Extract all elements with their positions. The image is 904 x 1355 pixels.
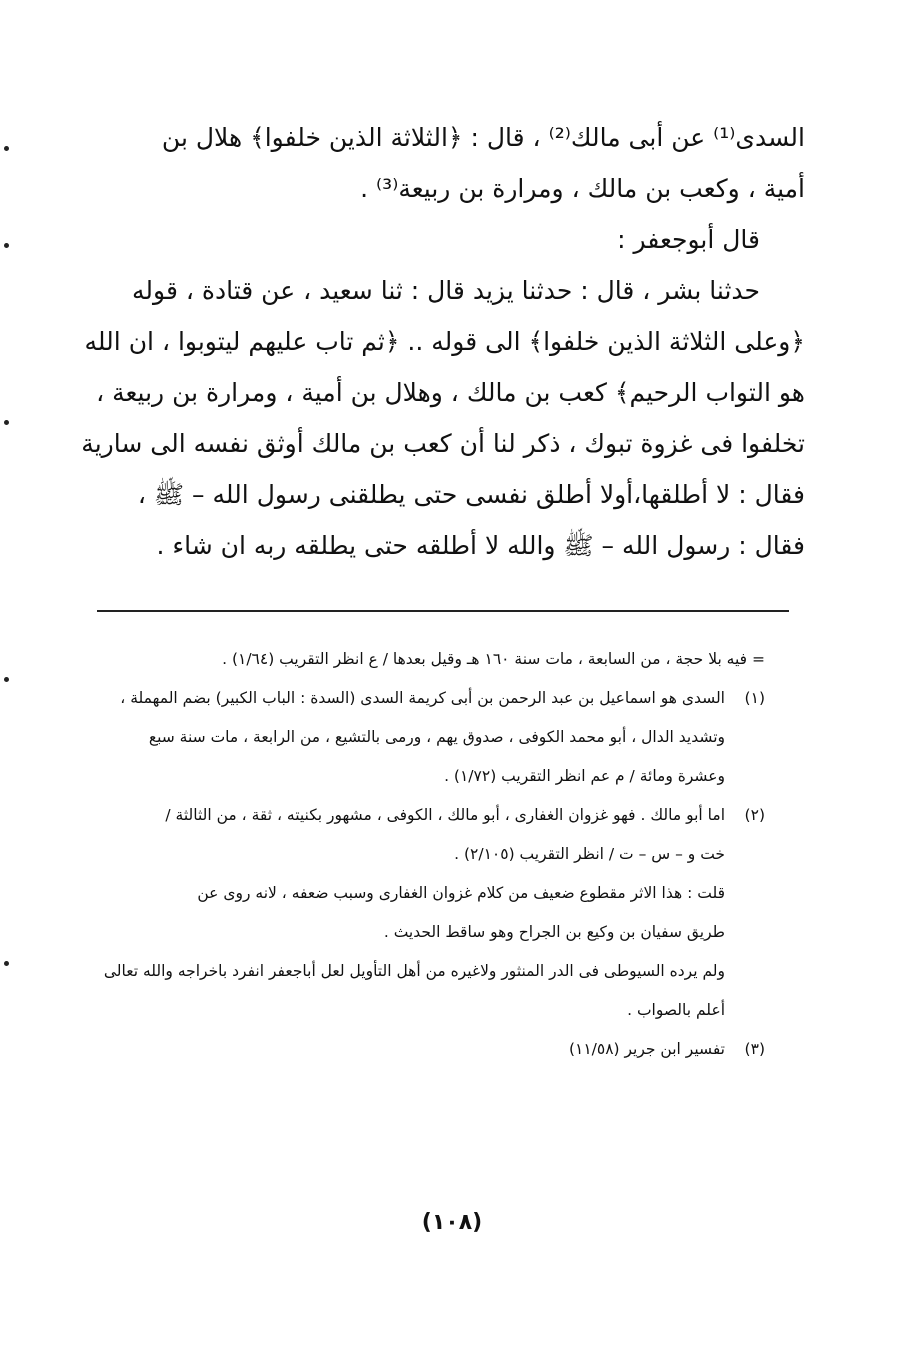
footnote-marker: (٢) [744,806,765,824]
footnote-text: قلت : هذا الاثر مقطوع ضعيف من كلام غزوان الغفارى وسبب ضعفه ، لانه روى عن [197,884,725,902]
body-line: فقال : لا أطلقها،أولا أطلق نفسى حتى يطلقنى رسول الله – ﷺ ، [137,480,805,509]
margin-mark [4,961,9,966]
footnote-line [95,757,765,796]
footnote-text: طريق سفيان بن وكيع بن الجراح وهو ساقط الحديث . [383,923,725,941]
body-line: السدى⁽¹⁾ عن أبى مالك⁽²⁾ ، قال : ﴿الثلاثة الذين خلفوا﴾ هلال بن [161,123,805,152]
footnote-line [95,913,765,952]
body-line-heading: قال أبوجعفر : [617,225,760,254]
footnote-line [95,952,765,991]
footnote-line [95,718,765,757]
footnote-text: تفسير ابن جرير (١١/٥٨) [568,1040,725,1058]
footnote-text: اما أبو مالك . فهو غزوان الغفارى ، أبو مالك ، الكوفى ، مشهور بكنيته ، ثقة ، من الثالثة / [165,806,725,824]
footnote-text: = فيه بلا حجة ، من السابعة ، مات سنة ١٦٠ هـ وقيل بعدها / ع انظر التقريب (١/٦٤) . [222,650,765,668]
footnote-separator [97,610,789,612]
footnote-line [95,1030,765,1069]
margin-mark [4,243,9,248]
margin-mark [4,146,9,151]
footnote-text: ولم يرده السيوطى فى الدر المنثور ولاغيره من أهل التأويل لعل أباجعفر انفرد باخراجه والله تعالى [103,962,725,980]
margin-mark [4,677,9,682]
footnote-marker: (١) [744,689,765,707]
footnote-marker: (٣) [744,1040,765,1058]
footnote-line [95,991,765,1030]
main-body-text [81,112,805,571]
page-number: (١٠٨) [421,1210,483,1235]
footnote-text: وعشرة ومائة / م عم انظر التقريب (١/٧٢) . [444,767,725,785]
footnote-text: خت و – س – ت / انظر التقريب (٢/١٠٥) . [454,845,725,863]
footnote-line [95,796,765,835]
body-line: تخلفوا فى غزوة تبوك ، ذكر لنا أن كعب بن مالك أوثق نفسه الى سارية [81,429,805,458]
footnote-text: السدى هو اسماعيل بن عبد الرحمن بن أبى كريمة السدى (السدة : الباب الكبير) بضم المهملة ، [120,689,725,707]
body-line: حدثنا بشر ، قال : حدثنا يزيد قال : ثنا سعيد ، عن قتادة ، قوله [132,276,760,305]
footnote-line [95,640,765,679]
footnotes-section [95,640,765,1069]
body-line: أمية ، وكعب بن مالك ، ومرارة بن ربيعة⁽³⁾ . [360,174,805,203]
margin-mark [4,420,9,425]
body-line: ﴿وعلى الثلاثة الذين خلفوا﴾ الى قوله .. ﴿ثم تاب عليهم ليتوبوا ، ان الله [84,327,805,356]
footnote-text: أعلم بالصواب . [627,1001,725,1019]
body-line: فقال : رسول الله – ﷺ والله لا أطلقه حتى يطلقه ربه ان شاء . [156,531,805,560]
footnote-line [95,679,765,718]
body-line: هو التواب الرحيم﴾ كعب بن مالك ، وهلال بن أمية ، ومرارة بن ربيعة ، [96,378,805,407]
footnote-line [95,835,765,874]
footnote-text: وتشديد الدال ، أبو محمد الكوفى ، صدوق يهم ، ورمى بالتشيع ، من الرابعة ، مات سنة سبع [148,728,725,746]
footnote-line [95,874,765,913]
